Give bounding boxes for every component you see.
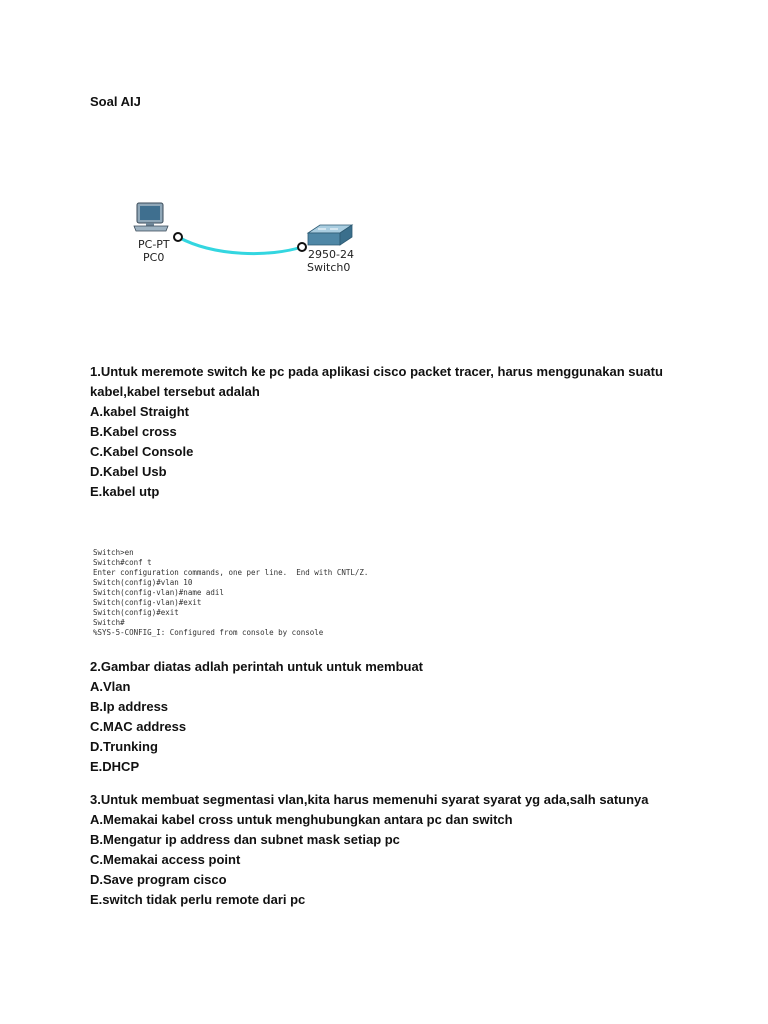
pc-model-label: PC-PT [138, 238, 170, 251]
pc-port-dot [174, 233, 182, 241]
option-d: D.Kabel Usb [90, 464, 167, 479]
option-a: A.kabel Straight [90, 404, 189, 419]
terminal-line: Switch(config)#exit [93, 608, 179, 617]
switch-model-label: 2950-24 [308, 248, 354, 261]
switch-port-dot [298, 243, 306, 251]
question-text: 3.Untuk membuat segmentasi vlan,kita harus memenuhi syarat syarat yg ada,salh satunya [90, 792, 649, 807]
terminal-line: Switch(config-vlan)#name adil [93, 588, 224, 597]
straight-cable [178, 237, 302, 254]
option-c: C.Kabel Console [90, 444, 194, 459]
option-e: E.switch tidak perlu remote dari pc [90, 892, 306, 907]
option-b: B.Kabel cross [90, 424, 177, 439]
terminal-line: Switch#conf t [93, 558, 152, 567]
option-e: E.kabel utp [90, 484, 160, 499]
terminal-line: Switch# [93, 618, 125, 627]
terminal-line: Switch(config-vlan)#exit [93, 598, 202, 607]
pc-name-label: PC0 [143, 251, 165, 264]
question-3 [90, 790, 690, 910]
option-d: D.Trunking [90, 739, 158, 754]
option-c: C.MAC address [90, 719, 187, 734]
terminal-line: Switch>en [93, 548, 134, 557]
switch-icon [308, 225, 352, 245]
switch-name-label: Switch0 [307, 261, 351, 274]
question-text: 1.Untuk meremote switch ke pc pada aplikasi cisco packet tracer, harus menggunakan suatu kabel,kabel tersebut adalah [90, 364, 663, 399]
option-b: B.Ip address [90, 699, 169, 714]
option-a: A.Vlan [90, 679, 131, 694]
terminal-line: %SYS-5-CONFIG_I: Configured from console by console [93, 628, 324, 637]
terminal-line: Switch(config)#vlan 10 [93, 578, 193, 587]
question-2 [90, 657, 690, 777]
terminal-line: Enter configuration commands, one per line. End with CNTL/Z. [93, 568, 369, 577]
option-d: D.Save program cisco [90, 872, 227, 887]
option-b: B.Mengatur ip address dan subnet mask setiap pc [90, 832, 400, 847]
pc-icon [134, 203, 168, 231]
network-diagram [120, 195, 380, 285]
option-a: A.Memakai kabel cross untuk menghubungkan antara pc dan switch [90, 812, 513, 827]
question-text: 2.Gambar diatas adlah perintah untuk untuk membuat [90, 659, 424, 674]
document-title: Soal AIJ [90, 94, 141, 109]
option-e: E.DHCP [90, 759, 140, 774]
terminal-output [93, 548, 368, 638]
question-1 [90, 362, 690, 502]
option-c: C.Memakai access point [90, 852, 241, 867]
